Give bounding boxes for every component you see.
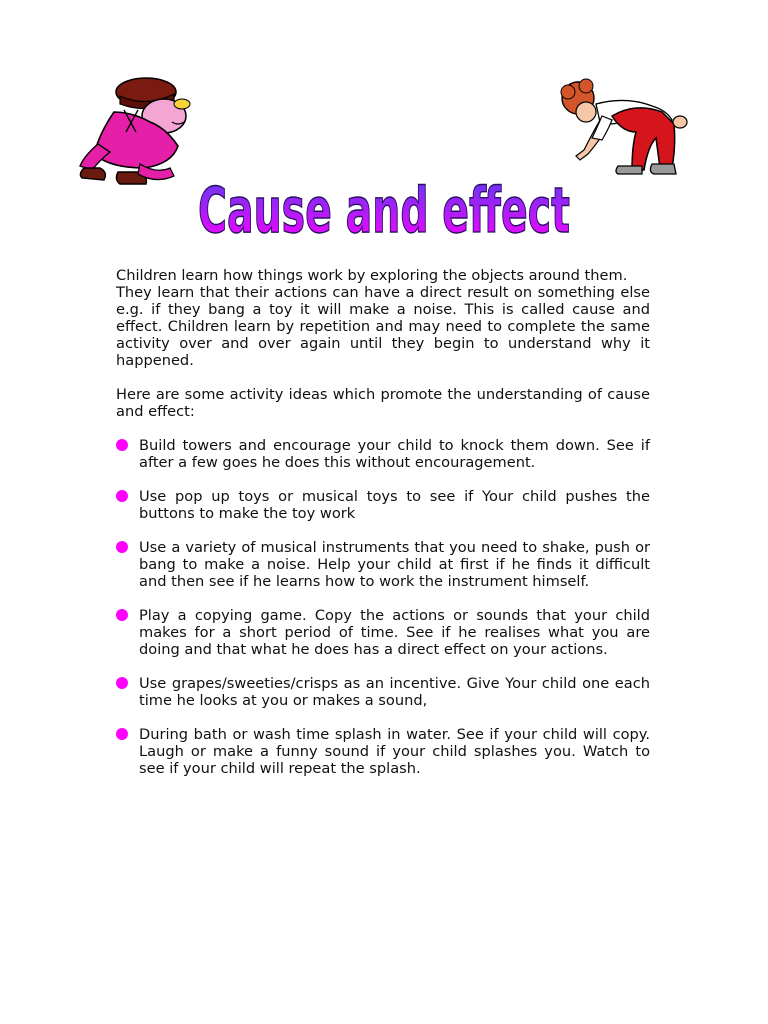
list-item-text: During bath or wash time splash in water. See if your child will copy. Laugh or make a funny sound if your child splashes you. Watch to see if your child will repeat the splash.: [139, 726, 650, 777]
list-item: [116, 726, 650, 777]
list-item: [116, 607, 650, 658]
intro-paragraph-2: They learn that their actions can have a direct result on something else e.g. if they bang a toy it will make a noise. This is called cause and effect. Children learn by repetition and may need to complete the same activity over and over again until they begin to understand why it happened.: [116, 284, 650, 369]
list-item-text: Play a copying game. Copy the actions or sounds that your child makes for a short period of time. See if he realises what you are doing and that what he does has a direct effect on your actions.: [139, 607, 650, 658]
activity-ideas-list: [116, 437, 650, 777]
list-item-text: Use grapes/sweeties/crisps as an incentive. Give Your child one each time he looks at you or makes a sound,: [139, 675, 650, 709]
list-item: [116, 675, 650, 709]
list-item: [116, 488, 650, 522]
bullet-dot-icon: [116, 541, 128, 553]
bullet-dot-icon: [116, 439, 128, 451]
list-item-text: Use a variety of musical instruments that you need to shake, push or bang to make a noise. Help your child at first if he finds it difficult and then see if he learns how to work the instrument himself.: [139, 539, 650, 590]
title-text: Cause and effect: [198, 174, 570, 247]
list-item: [116, 437, 650, 471]
ideas-intro: Here are some activity ideas which promote the understanding of cause and effect:: [116, 386, 650, 420]
bullet-dot-icon: [116, 490, 128, 502]
document-body: [116, 267, 650, 794]
intro-paragraph-1: Children learn how things work by exploring the objects around them.: [116, 267, 628, 284]
title-graphic: [188, 168, 580, 247]
list-item: [116, 539, 650, 590]
list-item-text: Build towers and encourage your child to knock them down. See if after a few goes he does this without encouragement.: [139, 437, 650, 471]
bullet-dot-icon: [116, 677, 128, 689]
bullet-dot-icon: [116, 728, 128, 740]
crawling-child-clipart: [70, 72, 200, 190]
pointing-child-clipart: [556, 76, 696, 180]
list-item-text: Use pop up toys or musical toys to see if Your child pushes the buttons to make the toy work: [139, 488, 650, 522]
bullet-dot-icon: [116, 609, 128, 621]
document-title: [188, 168, 580, 247]
